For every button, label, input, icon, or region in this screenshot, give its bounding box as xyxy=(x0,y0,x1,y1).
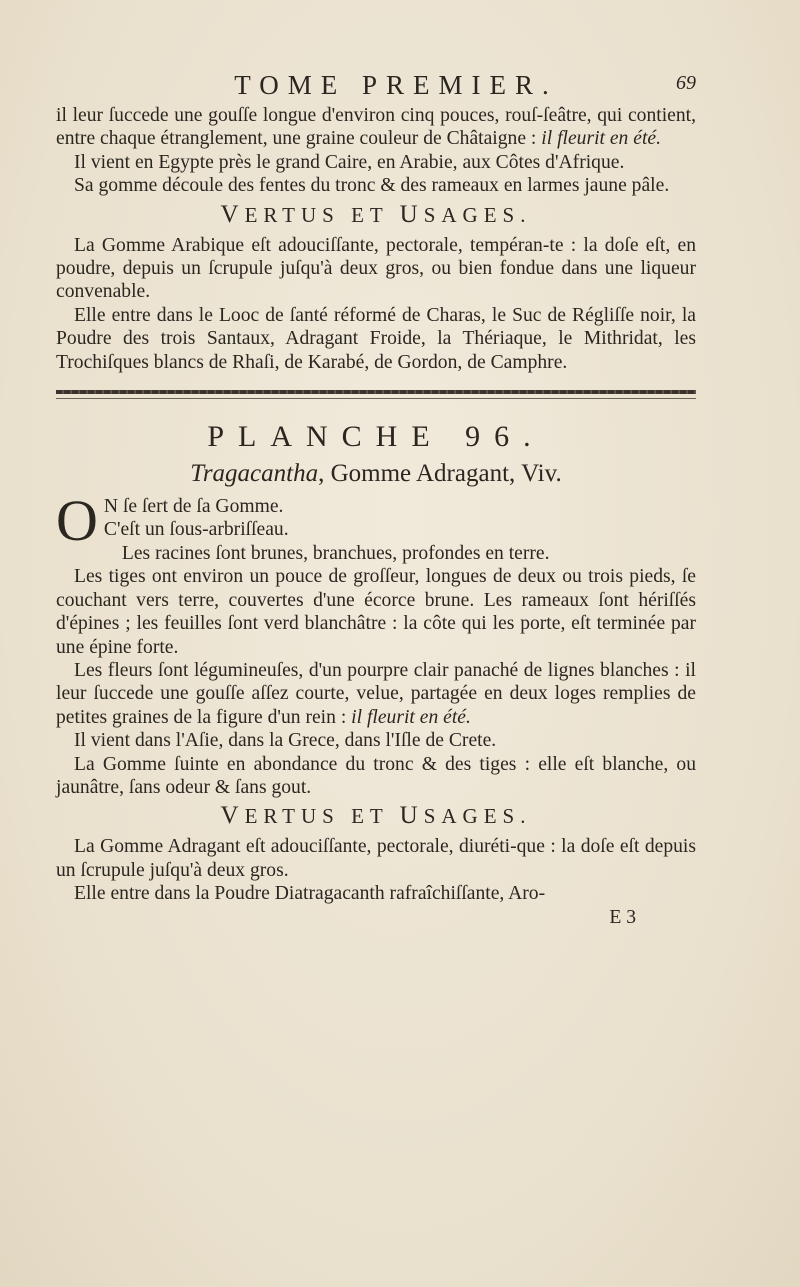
paragraph: Elle entre dans le Looc de ſanté réformé de Charas, le Suc de Régliſſe noir, la Poudre des trois Santaux, Adragant Froide, la Thériaque, le Mithridat, les Trochiſques blancs de Rhaſi, de Karabé, de Gordon, de Camphre. xyxy=(56,304,696,373)
drop-cap: O xyxy=(56,488,98,554)
paragraph: Elle entre dans la Poudre Diatragacanth rafraîchiſſante, Aro- xyxy=(74,883,546,905)
paragraph: La Gomme Arabique eſt adouciſſante, pectorale, tempéran-te : la doſe eſt, en poudre, depuis un ſcrupule juſqu'à deux gros, ou bien fondue dans une liqueur convenable. xyxy=(56,234,696,303)
plate-subtitle: Tragacantha, Gomme Adragant, Viv. xyxy=(190,460,562,488)
paragraph: O N ſe ſert de ſa Gomme. C'eſt un ſous-arbriſſeau. xyxy=(56,488,289,554)
signature-mark: E 3 xyxy=(609,906,636,928)
rule xyxy=(56,398,696,399)
paragraph: Sa gomme découle des fentes du tronc & des rameaux en larmes jaune pâle. xyxy=(74,175,670,197)
section-heading: VERTUS ET USAGES. xyxy=(220,200,532,228)
plate-heading: PLANCHE 96. xyxy=(207,420,545,454)
page xyxy=(56,70,696,929)
paragraph: il leur ſuccede une gouſſe longue d'environ cinq pouces, rouſ-ſeâtre, qui contient, entre chaque étranglement, une graine couleur de Châtaigne : il fleurit en été. xyxy=(56,105,696,150)
paragraph: Les racines ſont brunes, branchues, profondes en terre. xyxy=(121,542,550,564)
paragraph: Les tiges ont environ un pouce de groſſeur, longues de deux ou trois pieds, ſe couchant vers terre, couvertes d'une écorce brune. Les rameaux ſont hériſſés d'épines ; les feuilles ſont verd blanchâtre : la côte qui les porte, eſt terminée par une épine forte. xyxy=(56,566,696,658)
page-number: 69 xyxy=(676,72,696,94)
paragraph: Les fleurs ſont légumineuſes, d'un pourpre clair panaché de lignes blanches : il leur ſuccede une gouſſe aſſez courte, velue, partagée en deux loges remplies de petites graines de la figure d'un rein : il fleurit en été. xyxy=(56,659,696,728)
paragraph: La Gomme Adragant eſt adouciſſante, pectorale, diuréti-que : la doſe eſt depuis un ſcrupule juſqu'à deux gros. xyxy=(56,836,696,881)
page-title: TOME PREMIER. xyxy=(234,70,558,100)
running-head xyxy=(56,70,696,104)
paragraph: La Gomme ſuinte en abondance du tronc & des tiges : elle eſt blanche, ou jaunâtre, ſans odeur & ſans gout. xyxy=(56,753,696,798)
paragraph: Il vient dans l'Aſie, dans la Grece, dans l'Iſle de Crete. xyxy=(74,730,497,752)
ornamental-rule xyxy=(56,390,696,394)
section-heading: VERTUS ET USAGES. xyxy=(220,802,532,830)
paragraph: Il vient en Egypte près le grand Caire, en Arabie, aux Côtes d'Afrique. xyxy=(74,151,625,173)
